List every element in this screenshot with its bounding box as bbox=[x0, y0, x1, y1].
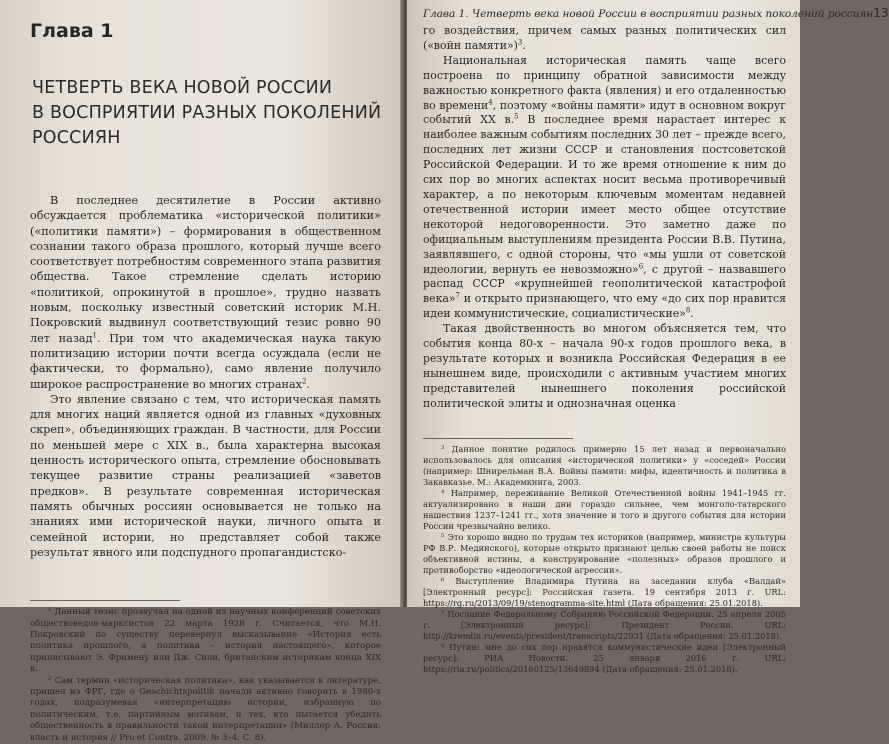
page-number: 13 bbox=[873, 6, 889, 20]
text-run: го воздействия, причем самых разных политических сил («войн памяти») bbox=[423, 24, 786, 52]
text-run: , поэтому «войны памяти» идут в основном вокруг событий XX в. bbox=[423, 98, 786, 127]
footnote: ⁷ Послание Федеральному Собранию Российской Федерации. 25 апреля 2005 г. [Электронный ресурс]: Президент России. URL: http://kremlin.ru/events/president/transcripts/22931 (Дата обращения: 25.01.2018). bbox=[423, 608, 786, 641]
text-run: и открыто признающего, что ему «до сих пор нравится идеи коммунистические, социалистические» bbox=[423, 292, 786, 321]
right-page bbox=[407, 0, 889, 674]
text-run: В последнее десятилетие в России активно обсуждается проблематика «исторической политики» («политики памяти») – формирования в общественном сознании такого образа прошлого, который лучше всего соответствует потребностям современного этапа развития общества. Такое стремление сделать историю «политикой, опрокинутой в прошлое», трудно назвать новым, поскольку известный советский историк М.Н. Покровский выдвинул соответствующий тезис ровно 90 лет назад bbox=[30, 194, 382, 345]
body-paragraph: Национальная историческая память чаще всего построена по принципу обратной зависимости между важностью конкретного факта (явления) и его отдаленностью во времени$^4$, поэтому «войны памяти» идут в основном вокруг событий XX в.$^5$ В последнее время нарастает интерес к наиболее важным событиям последних 30 лет – прежде всего, последних лет жизни СССР и становления постсоветской Российской Федерации. И то же время отношение к ним до сих пор во многих аспектах носит весьма противоречивый характер, а по некоторым ключевым моментам недавней отечественной истории имеет место общее отсутствие некоторой недоговоренности. Это заметно даже по официальным выступлениям президента России В.В. Путина, заявлявшего, с одной стороны, что «мы ушли от советской идеологии, вернуть ее невозможно»$^6$, с другой – назвавшего распад СССР «крупнейшей геополитической катастрофой века»$^7$ и открыто признающего, что ему «до сих пор нравится идеи коммунистические, социалистические»$^8$. bbox=[423, 53, 786, 321]
chapter-title-line: РОССИЯН bbox=[32, 128, 121, 148]
body-paragraph: Это явление связано с тем, что историческая память для многих наций является одной из главных «духовных скреп», объединяющих граждан. В частности, для России по меньшей мере с XIX в., была характерна высокая ценность исторического опыта, стремление обосновывать текущее развитие страны реализацией «заветов предков». В результате современная историческая память обычных россиян основывается не только на знаниях ими исторической науки, личного опыта и семейной истории, но представляет собой также результат явного или подспудного пропагандистско- bbox=[30, 392, 381, 559]
footnote-ref: 1 bbox=[92, 330, 97, 339]
text-run: , с другой – назвавшего распад СССР «крупнейшей геополитической катастрофой века» bbox=[423, 262, 786, 306]
footnote-divider bbox=[423, 438, 573, 439]
footnote-ref: 4 bbox=[488, 97, 493, 106]
body-paragraph: В последнее десятилетие в России активно обсуждается проблематика «исторической политики» («политики памяти») – формирования в общественном сознании такого образа прошлого, который лучше всего соответствует потребностям современного этапа развития общества. Такое стремление сделать историю «политикой, опрокинутой в прошлое», трудно назвать новым, поскольку известный советский историк М.Н. Покровский выдвинул соответствующий тезис ровно 90 лет назад$^1$. При том что академическая наука такую политизацию истории почти всегда осуждала (если не фактически, то формально), само явление получило широкое распространение во многих странах$^2$. bbox=[30, 194, 382, 391]
footnote: ⁶ Выступление Владимира Путина на заседании клуба «Валдай» [Электронный ресурс]: Российская газета. 19 сентября 2013 г. URL: https://rg.ru/2013/09/19/stenogramma-site.html (Дата обращения: 25.01.2018). bbox=[423, 575, 786, 608]
footnote-ref: 3 bbox=[517, 38, 523, 47]
body-paragraph: Такая двойственность во многом объясняется тем, что события конца 80-х – начала 90-х годов прошлого века, в результате которых и возникла Российская Федерация в ее нынешнем виде, происходили с активным участием многих представителей нынешнего поколения российской политической элиты и однозначная оценка bbox=[423, 322, 786, 410]
footnote: ⁸ Путин: мне до сих пор нравятся коммунистические идеи [Электронный ресурс]: РИА Новости. 25 января 2016 г. URL: https://ria.ru/politics/20160125/13649894 (Дата обращения: 25.01.2018). bbox=[423, 641, 786, 674]
footnote-ref: 8 bbox=[685, 306, 691, 315]
footnote: ¹ Данный тезис прозвучал на одной из научных конференций советских обществоведов-марксистов 22 марта 1928 г. Считается, что М.Н. Покровский по существу перевернул высказывание «История есть политика прошлого, а политика – история настоящего», которое приписывают Э. Фримену или Дж. Сили, британским историкам конца XIX в. bbox=[30, 607, 381, 675]
footnote-ref: 2 bbox=[301, 376, 307, 385]
text-run: В последнее время нарастает интерес к наиболее важным событиям последних 30 лет – прежде всего, последних лет жизни СССР и становления постсоветской Российской Федерации. И то же время отношение к ним до сих пор во многих аспектах носит весьма противоречивый характер, а по некоторым ключевым моментам недавней отечественной истории имеет место общее отсутствие некоторой недоговоренности. Это заметно даже по официальным выступлениям президента России В.В. Путина, заявлявшего, с одной стороны, что «мы ушли от советской идеологии, вернуть ее невозможно» bbox=[423, 113, 786, 276]
body-paragraph: го воздействия, причем самых разных политических сил («войн памяти»)$^3$. bbox=[423, 24, 786, 52]
left-page bbox=[0, 0, 403, 743]
chapter-title bbox=[32, 76, 381, 151]
footnote-ref: 7 bbox=[455, 291, 461, 300]
footnote: ³ Данное понятие родилось примерно 15 лет назад и первоначально использовалось для описания «исторической политики» у «соседей» России (например: Шнирельман В.А. Войны памяти: мифы, идентичность и политика в Закавказье. М.: Академкнига, 2003. bbox=[423, 443, 786, 487]
chapter-label: Глава 1 bbox=[30, 20, 114, 42]
chapter-title-line: ЧЕТВЕРТЬ ВЕКА НОВОЙ РОССИИ bbox=[32, 78, 333, 98]
footnote-ref: 5 bbox=[514, 112, 519, 121]
text-run: Национальная историческая память чаще всего построена по принципу обратной зависимости между важностью конкретного факта (явления) и его отдаленностью во времени bbox=[423, 53, 786, 112]
footnote: ⁴ Например, переживание Великой Отечественной войны 1941–1945 гг. актуализировано в наши дни гораздо сильнее, чем монголо-татарского нашествия 1237–1241 гг., хотя значение и того и другого события для истории России чрезвычайно велико. bbox=[423, 487, 786, 531]
chapter-title-line: В ВОСПРИЯТИИ РАЗНЫХ ПОКОЛЕНИЙ bbox=[32, 103, 382, 123]
running-header bbox=[423, 6, 889, 20]
text-run: . При том что академическая наука такую политизацию истории почти всегда осуждала (если не фактически, то формально), само явление получило широкое распространение во многих странах bbox=[30, 331, 382, 391]
footnote-divider bbox=[30, 600, 180, 601]
footnote: ² Сам термин «историческая политика», как указывается в литературе, пришел из ФРГ, где о Geschichtspolitik начали активно говорить в 1980-х годах, подразумевая «интерпретацию истории, избранную по политическим, т.е. партийным мотивам, и тех, кто пытается убедить общественность в правильности такой интерпретации» (Миллер А. Россия: власть и история // Pro et Contra. 2009. № 3–4. С. 8). bbox=[30, 675, 381, 743]
footnote: ⁵ Это хорошо видно по трудам тех историков (например, министра культуры РФ В.Р. Мединского), которые открыто признают целью своей работы не поиск объективной истины, а конструирование «полезных» образов прошлого и противоборство «идеологической агрессии». bbox=[423, 531, 786, 575]
running-title: Глава 1. Четверть века новой России в восприятии разных поколений россиян bbox=[423, 8, 874, 20]
footnote-ref: 6 bbox=[638, 261, 644, 270]
